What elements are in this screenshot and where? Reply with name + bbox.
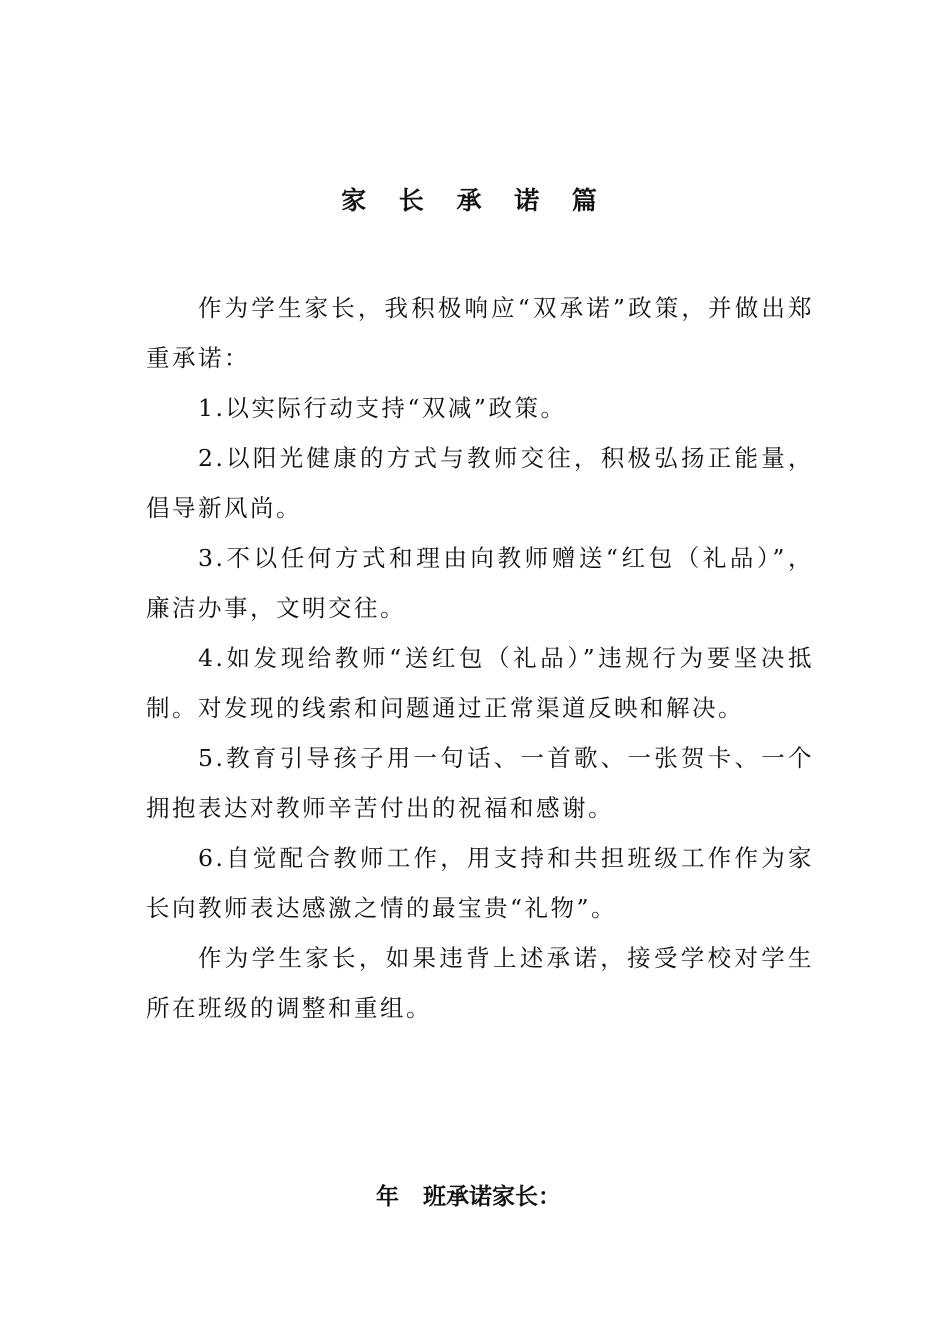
commitment-item-6: 6.自觉配合教师工作，用支持和共担班级工作作为家长向教师表达感激之情的最宝贵“礼物”。 bbox=[146, 844, 814, 922]
closing-paragraph: 作为学生家长，如果违背上述承诺，接受学校对学生所在班级的调整和重组。 bbox=[146, 944, 814, 1022]
commitment-item-3: 3.不以任何方式和理由向教师赠送“红包（礼品）”，廉洁办事，文明交往。 bbox=[146, 544, 814, 622]
commitment-item-4: 4.如发现给教师“送红包（礼品）”违规行为要坚决抵制。对发现的线索和问题通过正常渠道反映和解决。 bbox=[146, 644, 814, 722]
intro-paragraph: 作为学生家长，我积极响应“双承诺”政策，并做出郑重承诺： bbox=[146, 294, 814, 372]
document-title: 家 长 承 诺 篇 bbox=[341, 186, 609, 215]
commitment-item-1: 1.以实际行动支持“双减”政策。 bbox=[198, 394, 567, 422]
commitment-item-2: 2.以阳光健康的方式与教师交往，积极弘扬正能量，倡导新风尚。 bbox=[146, 444, 814, 522]
commitment-item-5: 5.教育引导孩子用一句话、一首歌、一张贺卡、一个拥抱表达对教师辛苦付出的祝福和感谢。 bbox=[146, 744, 814, 822]
signature-line: 年 班承诺家长： bbox=[376, 1184, 562, 1210]
document-body bbox=[146, 283, 814, 1033]
